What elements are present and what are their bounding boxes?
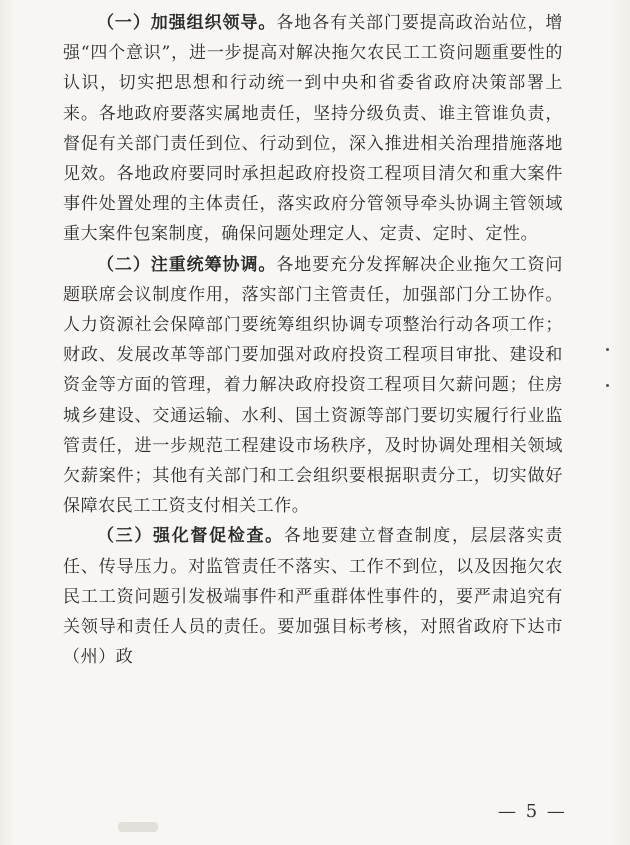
section-heading-1: （一）加强组织领导。: [97, 13, 277, 33]
paragraph-3: [63, 521, 563, 672]
section-heading-2: （二）注重统筹协调。: [97, 254, 277, 275]
body-text: [63, 8, 563, 672]
scan-smudge: [118, 822, 158, 832]
paragraph-1-body: 各地各有关部门要提高政治站位，增强“四个意识”，进一步提高对解决拖欠农民工工资问题重要性的认识，切实把思想和行动统一到中央和省委省政府决策部署上来。各地政府要落实属地责任，坚持分级负责、谁主管谁负责，督促有关部门责任到位、行动到位，深入推进相关治理措施落地见效。各地政府要同时承担起政府投资工程项目清欠和重大案件事件处置处理的主体责任，落实政府分管领导牵头协调主管领域重大案件包案制度，确保问题处理定人、定责、定时、定性。: [63, 13, 563, 245]
paragraph-1: [63, 8, 563, 250]
paragraph-2-body: 各地要充分发挥解决企业拖欠工资问题联席会议制度作用，落实部门主管责任，加强部门分工协作。人力资源社会保障部门要统筹组织协调专项整治行动各项工作；财政、发展改革等部门要加强对政府投资工程项目审批、建设和资金等方面的管理，着力解决政府投资工程项目欠薪问题；住房城乡建设、交通运输、水利、国土资源等部门要切实履行行业监管责任，进一步规范工程建设市场秩序，及时协调处理相关领域欠薪案件；其他有关部门和工会组织要根据职责分工，切实做好保障农民工工资支付相关工作。: [63, 254, 563, 517]
scan-speck: [606, 384, 609, 387]
paragraph-3-body: 各地要建立督查制度，层层落实责任、传导压力。对监管责任不落实、工作不到位，以及因拖欠农民工工资问题引发极端事件和严重群体性事件的，要严肃追究有关领导和责任人员的责任。要加强目标考核，对照省政府下达市（州）政: [63, 526, 564, 668]
scan-speck: [606, 348, 609, 351]
page-number: — 5 —: [498, 801, 567, 822]
section-heading-3: （三）强化督促检查。: [97, 526, 284, 547]
paragraph-2: [63, 250, 563, 522]
